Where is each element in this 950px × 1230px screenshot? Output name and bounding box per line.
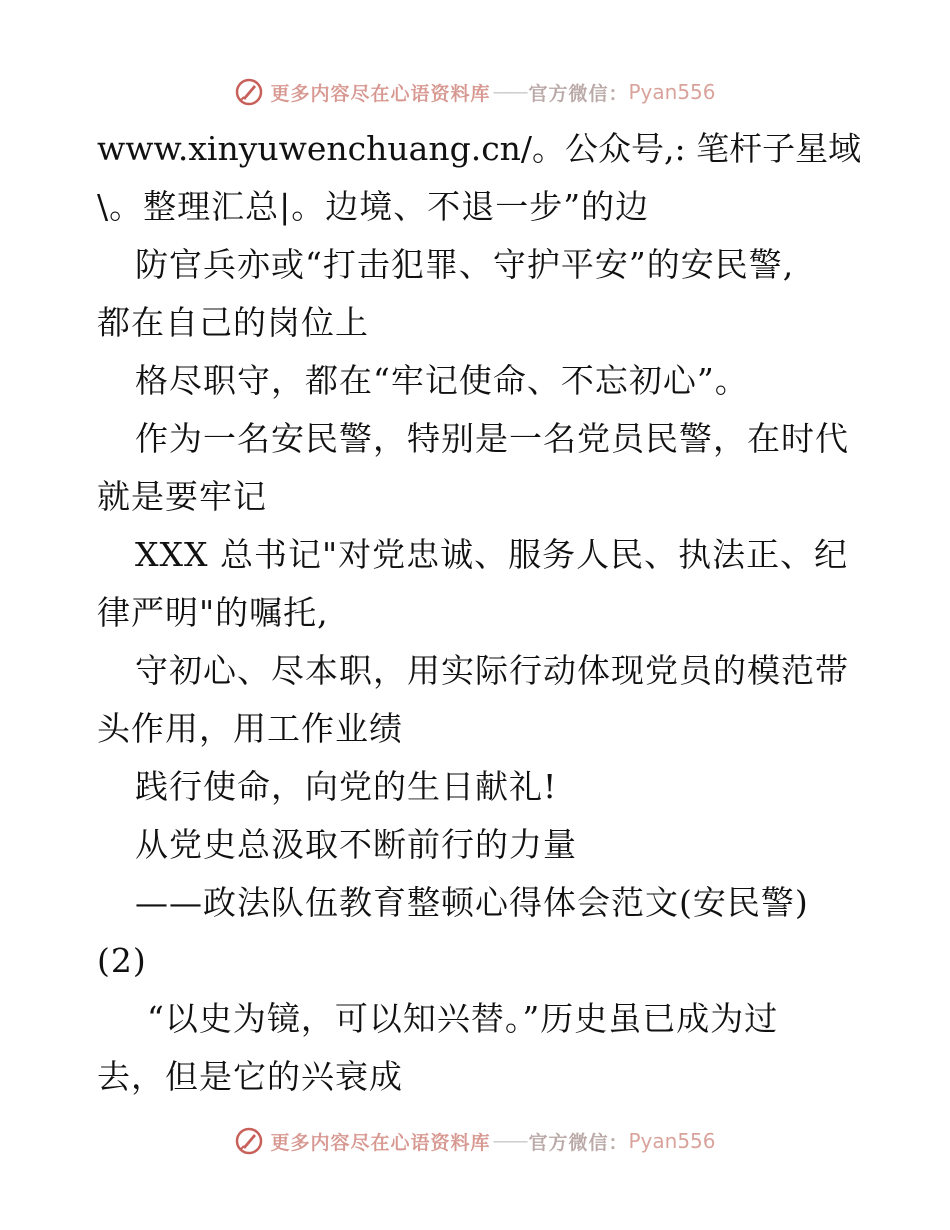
body-line-10: 守初心、尽本职，用实际行动体现党员的模范带 bbox=[135, 651, 849, 690]
header-wechat-label: 官方微信： bbox=[528, 82, 629, 105]
body-line-1: www.xinyuwenchuang.cn/。公众号,: 笔杆子星域 bbox=[97, 129, 862, 168]
body-line-15: (2) bbox=[97, 941, 147, 980]
header-watermark bbox=[0, 74, 950, 110]
body-line-2: \。整理汇总|。边境、不退一步”的边 bbox=[97, 187, 650, 226]
quill-seal-icon bbox=[234, 77, 264, 107]
body-line-4: 都在自己的岗位上 bbox=[97, 303, 369, 342]
quill-seal-icon bbox=[234, 1126, 264, 1156]
body-line-13: 从党史总汲取不断前行的力量 bbox=[135, 825, 577, 864]
body-line-9: 律严明"的嘱托, bbox=[97, 593, 329, 632]
footer-wechat-id: Pyan556 bbox=[628, 1129, 716, 1153]
header-wechat-id: Pyan556 bbox=[628, 80, 716, 104]
header-dash: —— bbox=[492, 81, 527, 103]
body-line-5: 格尽职守，都在“牢记使命、不忘初心”。 bbox=[135, 361, 749, 400]
body-line-3: 防官兵亦或“打击犯罪、守护平安”的安民警, bbox=[135, 245, 795, 284]
footer-brand: 更多内容尽在心语资料库 bbox=[270, 1131, 491, 1154]
footer-watermark bbox=[0, 1123, 950, 1159]
footer-dash: —— bbox=[492, 1130, 527, 1152]
footer-wechat-label: 官方微信： bbox=[528, 1131, 629, 1154]
header-brand: 更多内容尽在心语资料库 bbox=[270, 82, 491, 105]
body-line-11: 头作用，用工作业绩 bbox=[97, 709, 403, 748]
body-line-16: “以史为镜，可以知兴替。”历史虽已成为过 bbox=[147, 999, 779, 1038]
body-line-14: ——政法队伍教育整顿心得体会范文(安民警) bbox=[135, 883, 809, 922]
body-line-17: 去，但是它的兴衰成 bbox=[97, 1057, 403, 1096]
body-line-12: 践行使命，向党的生日献礼! bbox=[135, 767, 558, 806]
body-line-8: XXX 总书记"对党忠诚、服务人民、执法正、纪 bbox=[135, 535, 849, 574]
document-body bbox=[97, 120, 872, 1106]
body-line-6: 作为一名安民警，特别是一名党员民警，在时代 bbox=[135, 419, 849, 458]
body-line-7: 就是要牢记 bbox=[97, 477, 267, 516]
